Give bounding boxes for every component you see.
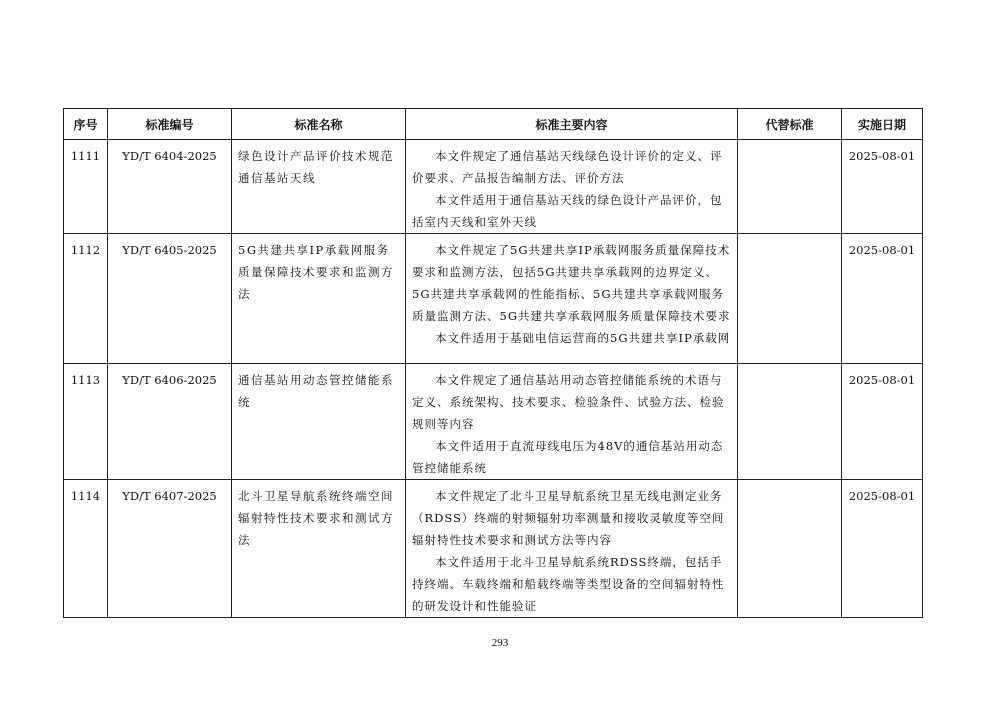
standard-code: YD/T 6407-2025	[108, 480, 232, 618]
header-date: 实施日期	[842, 109, 923, 140]
standard-content	[406, 234, 738, 364]
header-replace: 代替标准	[738, 109, 842, 140]
effective-date: 2025-08-01	[842, 364, 923, 480]
content-paragraph: 本文件规定了通信基站用动态管控储能系统的术语与定义、系统架构、技术要求、检验条件、试验方法、检验规则等内容	[412, 373, 725, 431]
standard-code: YD/T 6406-2025	[108, 364, 232, 480]
replaced-standard	[738, 234, 842, 364]
standards-table	[63, 108, 923, 618]
header-name: 标准名称	[232, 109, 406, 140]
effective-date: 2025-08-01	[842, 234, 923, 364]
row-number: 1114	[64, 480, 108, 618]
table-row	[64, 234, 923, 364]
standard-name: 5G共建共享IP承载网服务质量保障技术要求和监测方法	[232, 234, 406, 364]
replaced-standard	[738, 140, 842, 234]
page-number: 293	[491, 637, 509, 649]
header-content: 标准主要内容	[406, 109, 738, 140]
content-paragraph: 本文件适用于基础电信运营商的5G共建共享IP承载网	[435, 331, 731, 345]
content-paragraph: 本文件规定了5G共建共享IP承载网服务质量保障技术要求和监测方法，包括5G共建共享承载网的边界定义、5G共建共享承载网的性能指标、5G共建共享承载网服务质量监测方法、5G共建共享承载网服务质量保障技术要求	[412, 243, 731, 323]
standard-code: YD/T 6405-2025	[108, 234, 232, 364]
content-paragraph: 本文件适用于通信基站天线的绿色设计产品评价，包括室内天线和室外天线	[412, 193, 723, 229]
table-row	[64, 364, 923, 480]
replaced-standard	[738, 480, 842, 618]
effective-date: 2025-08-01	[842, 140, 923, 234]
content-paragraph: 本文件规定了通信基站天线绿色设计评价的定义、评价要求、产品报告编制方法、评价方法	[412, 149, 723, 185]
standard-code: YD/T 6404-2025	[108, 140, 232, 234]
replaced-standard	[738, 364, 842, 480]
row-number: 1113	[64, 364, 108, 480]
standard-content	[406, 140, 738, 234]
content-paragraph: 本文件适用于北斗卫星导航系统RDSS终端，包括手持终端、车载终端和船载终端等类型设备的空间辐射特性的研发设计和性能验证	[412, 555, 725, 613]
content-paragraph: 本文件适用于直流母线电压为48V的通信基站用动态管控储能系统	[412, 439, 724, 475]
row-number: 1111	[64, 140, 108, 234]
content-paragraph: 本文件规定了北斗卫星导航系统卫星无线电测定业务（RDSS）终端的射频辐射功率测量和接收灵敏度等空间辐射特性技术要求和测试方法等内容	[412, 489, 725, 547]
standard-name: 通信基站用动态管控储能系统	[232, 364, 406, 480]
standard-name: 绿色设计产品评价技术规范 通信基站天线	[232, 140, 406, 234]
table-row	[64, 140, 923, 234]
standard-content	[406, 480, 738, 618]
table-row	[64, 480, 923, 618]
header-code: 标准编号	[108, 109, 232, 140]
header-row	[64, 109, 923, 140]
standard-name: 北斗卫星导航系统终端空间辐射特性技术要求和测试方法	[232, 480, 406, 618]
row-number: 1112	[64, 234, 108, 364]
header-no: 序号	[64, 109, 108, 140]
effective-date: 2025-08-01	[842, 480, 923, 618]
standard-content	[406, 364, 738, 480]
